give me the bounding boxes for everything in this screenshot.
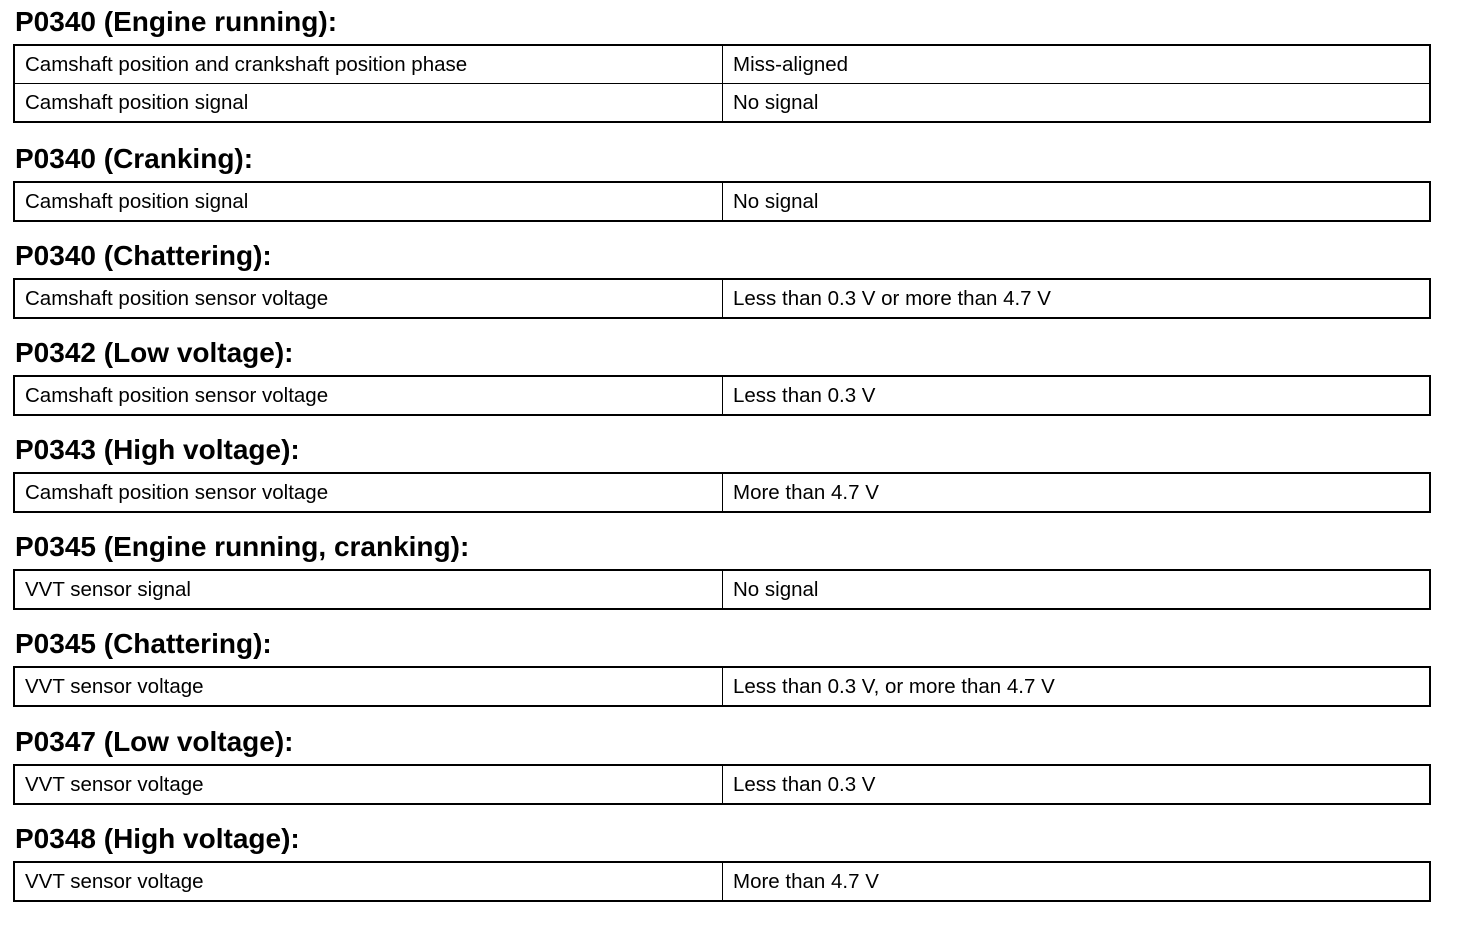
section-title: P0340 (Chattering): (15, 240, 272, 271)
section-title: P0340 (Engine running): (15, 6, 338, 37)
condition-table (13, 764, 1431, 805)
section-title: P0343 (High voltage): (15, 434, 300, 465)
table-row (14, 862, 1430, 901)
dtc-section-p0343-high-voltage (13, 428, 1431, 513)
section-title: P0345 (Chattering): (15, 628, 272, 659)
table-cell-value: No signal (723, 84, 1431, 123)
table-row (14, 84, 1430, 123)
table-cell-value: No signal (733, 189, 819, 213)
table-cell-value: Less than 0.3 V (733, 383, 876, 407)
table-cell-item: VVT sensor signal (14, 570, 723, 609)
table-cell-item: Camshaft position sensor voltage (14, 279, 723, 318)
section-title: P0345 (Engine running, cranking): (15, 531, 470, 562)
dtc-section-p0340-engine-running (13, 0, 1431, 123)
condition-table (13, 375, 1431, 416)
table-row (14, 473, 1430, 512)
condition-table (13, 181, 1431, 222)
condition-table (13, 861, 1431, 902)
table-cell-value: Less than 0.3 V or more than 4.7 V (733, 286, 1051, 310)
table-row (14, 182, 1430, 221)
dtc-section-p0345-engine-running-cranking (13, 525, 1431, 610)
section-title: P0340 (Cranking): (15, 143, 254, 174)
condition-table (13, 666, 1431, 707)
dtc-section-p0345-chattering (13, 622, 1431, 707)
table-row (14, 279, 1430, 318)
table-cell-item: Camshaft position sensor voltage (14, 376, 723, 415)
condition-table (13, 278, 1431, 319)
table-cell-item: VVT sensor voltage (14, 667, 723, 706)
table-row (14, 45, 1430, 84)
table-cell-item: VVT sensor voltage (14, 765, 723, 804)
dtc-section-p0340-cranking (13, 137, 1431, 222)
section-title: P0342 (Low voltage): (15, 337, 294, 368)
table-cell-item: Camshaft position sensor voltage (14, 473, 723, 512)
table-row (14, 376, 1430, 415)
condition-table (13, 472, 1431, 513)
table-cell-value: More than 4.7 V (733, 869, 879, 893)
table-cell-value: Miss-aligned (733, 52, 849, 76)
dtc-section-p0348-high-voltage (13, 817, 1431, 902)
dtc-section-p0342-low-voltage (13, 331, 1431, 416)
table-cell-value: Less than 0.3 V (733, 772, 876, 796)
section-title: P0347 (Low voltage): (15, 726, 294, 757)
dtc-section-p0340-chattering (13, 234, 1431, 319)
table-cell-item: Camshaft position signal (14, 182, 723, 221)
table-row (14, 667, 1430, 706)
condition-table (13, 44, 1431, 123)
table-cell-item: Camshaft position and crankshaft position phase (14, 45, 723, 84)
table-cell-item: Camshaft position signal (14, 84, 723, 123)
condition-table (13, 569, 1431, 610)
table-cell-value: No signal (733, 577, 819, 601)
table-row (14, 570, 1430, 609)
table-row (14, 765, 1430, 804)
section-title: P0348 (High voltage): (15, 823, 300, 854)
table-cell-value: Less than 0.3 V, or more than 4.7 V (733, 674, 1055, 698)
table-cell-item: VVT sensor voltage (14, 862, 723, 901)
table-cell-value: More than 4.7 V (733, 480, 879, 504)
dtc-section-p0347-low-voltage (13, 720, 1431, 805)
